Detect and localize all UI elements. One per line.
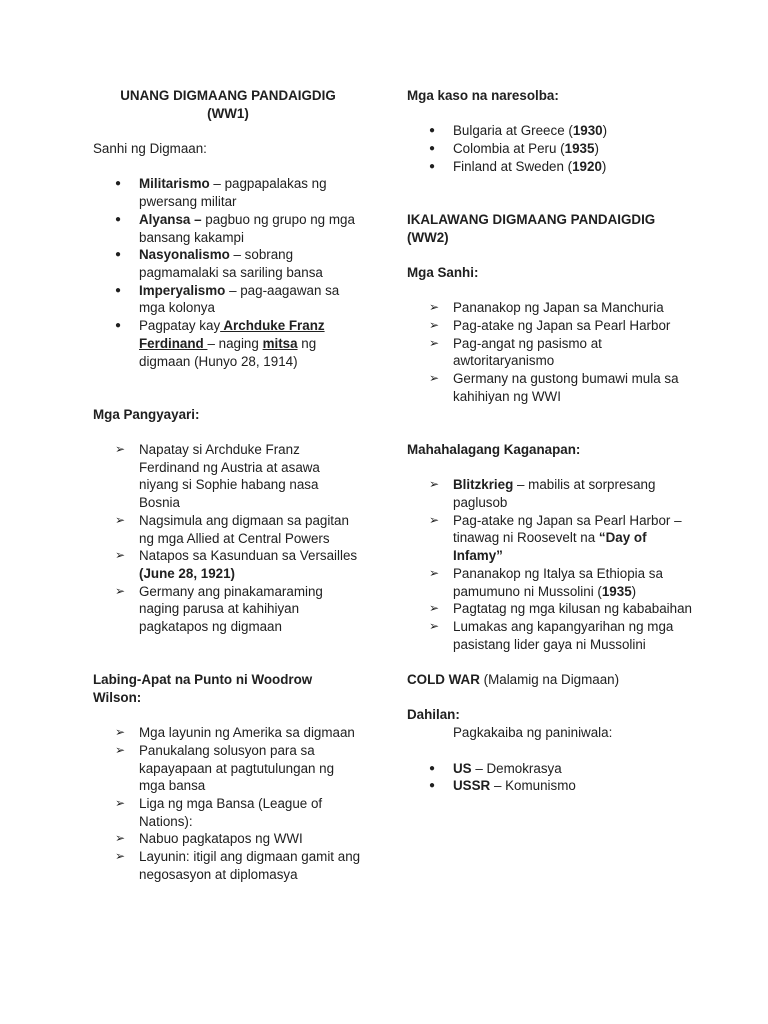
bullet-icon: ● bbox=[115, 284, 122, 296]
list-item: ➢ Pananakop ng Italya sa Ethiopia sa pamumuno ni Mussolini (1935) bbox=[429, 565, 663, 599]
bullet-icon: ● bbox=[115, 320, 122, 332]
pangyayari-heading: Mga Pangyayari: bbox=[93, 406, 200, 422]
list-item: ➢ Mga layunin ng Amerika sa digmaan bbox=[115, 725, 355, 741]
wilson-heading: Labing-Apat na Punto ni Woodrow Wilson: bbox=[93, 672, 313, 705]
list-item: ➢ Germany na gustong bumawi mula sa kahihiyan ng WWI bbox=[429, 371, 679, 404]
list-item: ➢ Pag-angat ng pasismo at awtoritaryanismo bbox=[429, 335, 602, 369]
kaso-list bbox=[407, 122, 692, 175]
dahilan-heading: Dahilan: bbox=[407, 707, 460, 723]
sanhi-heading: Sanhi ng Digmaan: bbox=[93, 141, 207, 157]
list-item: ➢ Pananakop ng Japan sa Manchuria bbox=[429, 300, 664, 316]
ww2-sanhi-list bbox=[407, 299, 692, 405]
arrow-bullet-icon: ➢ bbox=[115, 831, 126, 846]
arrow-bullet-icon: ➢ bbox=[429, 619, 440, 633]
list-item: ➢ Pag-atake ng Japan sa Pearl Harbor – tinawag ni Roosevelt na “Day of Infamy” bbox=[429, 512, 682, 564]
bullet-icon: ● bbox=[115, 213, 122, 225]
list-item: ➢ Nagsimula ang digmaan sa pagitan ng mga Allied at Central Powers bbox=[115, 512, 349, 546]
list-item: ➢ Germany ang pinakamaraming naging parusa at kahihiyan pagkatapos ng digmaan bbox=[115, 583, 323, 635]
list-item: ➢ Napatay si Archduke Franz Ferdinand ng Austria at asawa niyang si Sophie habang nasa Bosnia bbox=[115, 442, 320, 511]
list-item: ● Militarismo – pagpapalakas ng pwersang militar bbox=[115, 176, 327, 210]
bullet-icon: ● bbox=[429, 125, 436, 137]
list-item: ● Imperyalismo – pag-aagawan sa mga kolonya bbox=[115, 282, 340, 316]
arrow-bullet-icon: ➢ bbox=[115, 583, 126, 598]
list-item: ➢ Blitzkrieg – mabilis at sorpresang paglusob bbox=[429, 477, 656, 511]
list-item: ➢ Pag-atake ng Japan sa Pearl Harbor bbox=[429, 318, 671, 334]
arrow-bullet-icon: ➢ bbox=[429, 601, 440, 616]
arrow-bullet-icon: ➢ bbox=[429, 512, 440, 527]
arrow-bullet-icon: ➢ bbox=[115, 849, 126, 864]
arrow-bullet-icon: ➢ bbox=[429, 371, 440, 386]
list-item: ➢ Liga ng mga Bansa (League of Nations): bbox=[115, 796, 323, 829]
list-item: ● Bulgaria at Greece (1930) bbox=[429, 123, 608, 139]
bullet-icon: ● bbox=[429, 780, 436, 792]
sanhi-list bbox=[93, 175, 363, 370]
list-item: ● Colombia at Peru (1935) bbox=[429, 141, 599, 157]
bullet-icon: ● bbox=[115, 249, 122, 261]
list-item: ● Pagpatay kay Archduke Franz Ferdinand – naging mitsa ng digmaan (Hunyo 28, 1914) bbox=[115, 318, 325, 369]
bullet-icon: ● bbox=[115, 178, 122, 190]
arrow-bullet-icon: ➢ bbox=[429, 318, 440, 333]
list-item: ● Alyansa – pagbuo ng grupo ng mga bansang kakampi bbox=[115, 211, 355, 245]
arrow-bullet-icon: ➢ bbox=[115, 512, 126, 527]
arrow-bullet-icon: ➢ bbox=[429, 565, 440, 580]
arrow-bullet-icon: ➢ bbox=[115, 548, 126, 563]
arrow-bullet-icon: ➢ bbox=[429, 300, 440, 315]
list-item: ● US – Demokrasya bbox=[429, 760, 562, 776]
bullet-icon: ● bbox=[429, 143, 436, 155]
left-column bbox=[93, 87, 363, 884]
kaganapan-list bbox=[407, 476, 692, 653]
ww2-title: IKALAWANG DIGMAANG PANDAIGDIG (WW2) bbox=[407, 211, 656, 245]
pangyayari-list bbox=[93, 441, 363, 636]
dahilan-text: Pagkakaiba ng paniniwala: bbox=[453, 725, 613, 741]
arrow-bullet-icon: ➢ bbox=[429, 477, 440, 492]
bullet-icon: ● bbox=[429, 160, 436, 172]
arrow-bullet-icon: ➢ bbox=[115, 742, 126, 757]
list-item: ● Finland at Sweden (1920) bbox=[429, 158, 607, 174]
ww1-title: UNANG DIGMAANG PANDAIGDIG (WW1) bbox=[120, 88, 336, 121]
coldwar-heading: COLD WAR (Malamig na Digmaan) bbox=[407, 672, 620, 688]
arrow-bullet-icon: ➢ bbox=[115, 796, 126, 811]
arrow-bullet-icon: ➢ bbox=[115, 725, 126, 740]
bullet-icon: ● bbox=[429, 762, 436, 774]
list-item: ➢ Nabuo pagkatapos ng WWI bbox=[115, 831, 303, 847]
kaso-heading: Mga kaso na naresolba: bbox=[407, 88, 559, 103]
list-item: ➢ Natapos sa Kasunduan sa Versailles (June 28, 1921) bbox=[115, 548, 358, 581]
list-item: ➢ Lumakas ang kapangyarihan ng mga pasistang lider gaya ni Mussolini bbox=[429, 619, 674, 652]
list-item: ● Nasyonalismo – sobrang pagmamalaki sa sariling bansa bbox=[115, 247, 323, 280]
arrow-bullet-icon: ➢ bbox=[429, 335, 440, 350]
kaganapan-heading: Mahahalagang Kaganapan: bbox=[407, 441, 581, 457]
dahilan-list bbox=[407, 760, 692, 795]
list-item: ➢ Pagtatag ng mga kilusan ng kababaihan bbox=[429, 601, 692, 617]
list-item: ➢ Panukalang solusyon para sa kapayapaan at pagtutulungan ng mga bansa bbox=[115, 742, 335, 794]
list-item: ➢ Layunin: itigil ang digmaan gamit ang negosasyon at diplomasya bbox=[115, 849, 361, 882]
wilson-list bbox=[93, 724, 363, 883]
right-column bbox=[407, 87, 692, 795]
arrow-bullet-icon: ➢ bbox=[115, 442, 126, 456]
ww2-sanhi-heading: Mga Sanhi: bbox=[407, 264, 479, 280]
list-item: ● USSR – Komunismo bbox=[429, 778, 576, 794]
